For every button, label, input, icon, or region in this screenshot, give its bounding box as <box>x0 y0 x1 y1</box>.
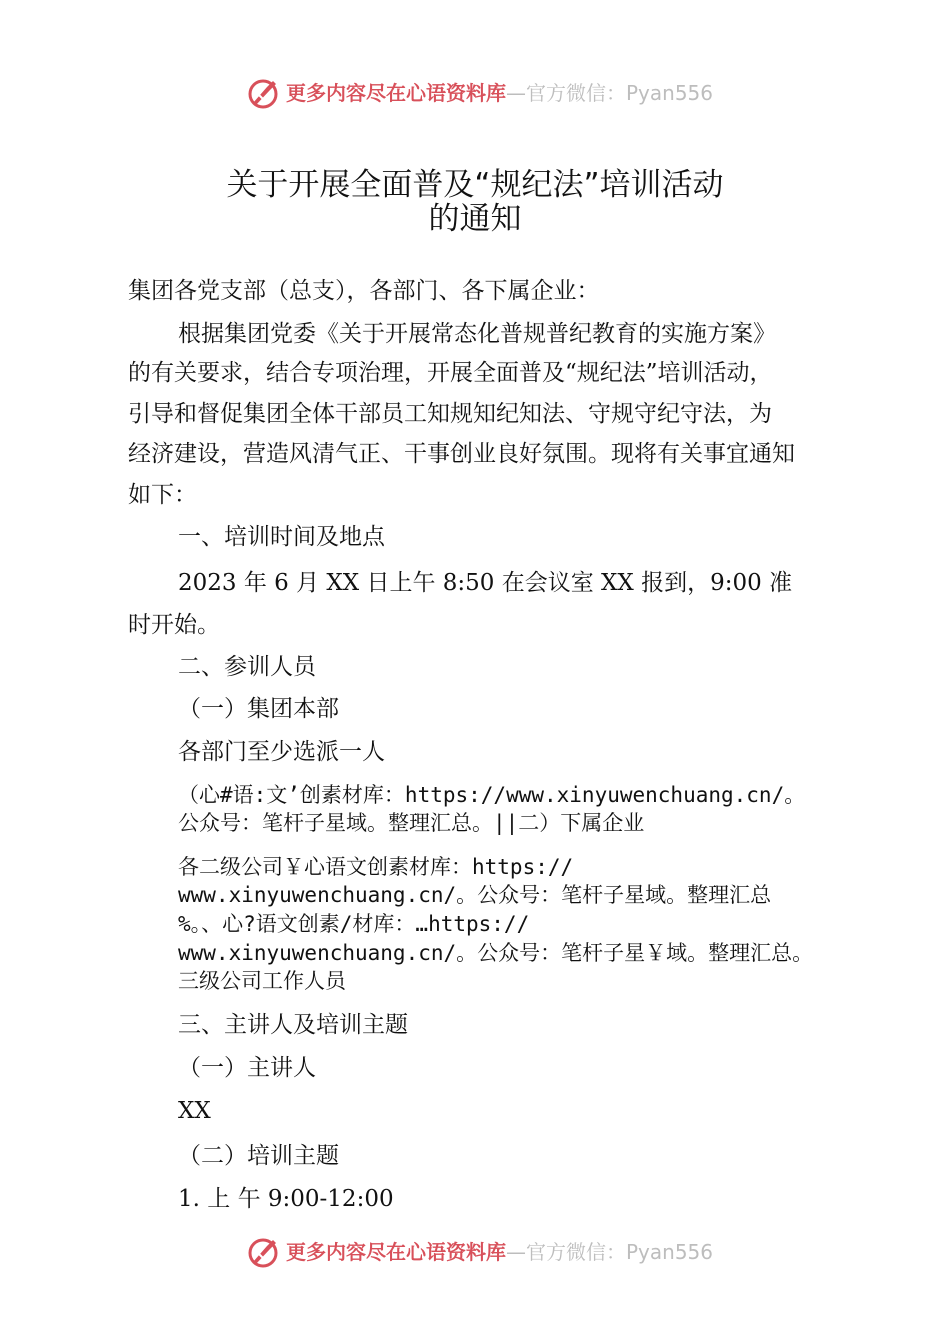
pen-logo-icon <box>247 75 281 111</box>
garbled-1-line-1: （心#语:文’创素材库：https://www.xinyuwenchuang.cn/。 <box>178 783 806 807</box>
pen-logo-icon <box>247 1234 281 1270</box>
section1-heading: 一、培训时间及地点 <box>178 524 385 550</box>
document-title-line1: 关于开展全面普及“规纪法”培训活动 <box>226 167 724 203</box>
intro-line-5: 如下： <box>128 482 197 508</box>
intro-line-2: 的有关要求，结合专项治理，开展全面普及“规纪法”培训活动， <box>128 360 773 386</box>
banner-wechat-text: 官方微信：Pyan556 <box>526 1240 714 1264</box>
banner-red-text: 更多内容尽在心语资料库 <box>286 81 506 105</box>
section2-heading: 二、参训人员 <box>178 654 316 680</box>
banner-wechat-text: 官方微信：Pyan556 <box>526 81 714 105</box>
banner-text <box>286 80 713 106</box>
section3-sub1-text: XX <box>178 1098 211 1124</box>
banner-dash: — <box>506 81 526 105</box>
section2-sub1: （一）集团本部 <box>178 696 339 722</box>
section1-text-line-1: 2023 年 6 月 XX 日上午 8:50 在会议室 XX 报到，9:00 准 <box>178 570 793 596</box>
garbled-2-line-2: www.xinyuwenchuang.cn/。公众号：笔杆子星域。整理汇总 <box>178 883 772 907</box>
header-banner <box>0 74 950 114</box>
banner-red-text: 更多内容尽在心语资料库 <box>286 1240 506 1264</box>
intro-line-3: 引导和督促集团全体干部员工知规知纪知法、守规守纪守法，为 <box>128 401 772 427</box>
garbled-1-line-2: 公众号：笔杆子星域。整理汇总。||二）下属企业 <box>178 811 645 835</box>
section1-text-line-2: 时开始。 <box>128 612 220 638</box>
banner-text <box>286 1239 713 1265</box>
section3-sub2: （二）培训主题 <box>178 1143 339 1169</box>
garbled-2-line-1: 各二级公司￥心语文创素材库：https:// <box>178 855 574 879</box>
section3-sub1: （一）主讲人 <box>178 1055 316 1081</box>
garbled-2-line-5: 三级公司工作人员 <box>178 969 346 993</box>
document-title-line2: 的通知 <box>428 201 522 237</box>
intro-line-4: 经济建设，营造风清气正、干事创业良好氛围。现将有关事宜通知 <box>128 441 795 467</box>
garbled-2-line-4: www.xinyuwenchuang.cn/。公众号：笔杆子星￥域。整理汇总。 <box>178 941 814 965</box>
section3-item1: 1. 上 午 9:00-12:00 <box>178 1186 394 1212</box>
garbled-2-line-3: %。、心?语文创素/材库：…https:// <box>178 912 530 936</box>
footer-banner <box>0 1233 950 1273</box>
section2-sub1-text: 各部门至少选派一人 <box>178 739 385 765</box>
intro-line-1: 根据集团党委《关于开展常态化普规普纪教育的实施方案》 <box>178 321 776 347</box>
section3-heading: 三、主讲人及培训主题 <box>178 1012 408 1038</box>
salutation: 集团各党支部（总支），各部门、各下属企业： <box>128 278 600 304</box>
banner-dash: — <box>506 1240 526 1264</box>
